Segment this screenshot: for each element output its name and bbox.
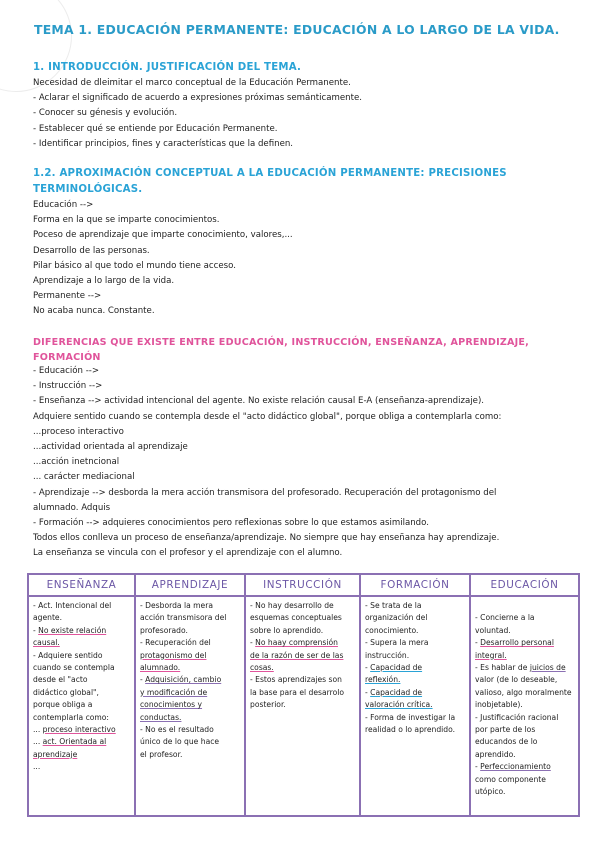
- underlined-term: No haay comprensión: [255, 638, 338, 648]
- table-cell-line: [365, 674, 466, 686]
- underlined-term: Capacidad de: [370, 663, 423, 673]
- section-1-heading: 1. INTRODUCCIÓN. JUSTIFICACIÓN DEL TEMA.: [33, 62, 302, 73]
- table-cell-line: instrucción.: [365, 650, 410, 660]
- underlined-term: cosas.: [250, 663, 274, 673]
- table-cell-line: - Adquisición, cambio: [140, 675, 222, 685]
- underlined-term: Adquisición, cambio: [145, 675, 222, 685]
- underlined-term: reflexión.: [365, 675, 401, 685]
- underlined-term: protagonismo del: [140, 650, 207, 660]
- table-cell-line: - Perfeccionamiento: [475, 762, 551, 772]
- comparison-table: [27, 573, 580, 817]
- table-header-cell: FORMACIÓN: [360, 574, 470, 596]
- table-cell: [470, 596, 579, 816]
- section-3-line: - Formación --> adquieres conocimientos pero reflexionas sobre lo que estamos asimilando.: [33, 518, 429, 529]
- table-cell-line: - Estos aprendizajes son: [250, 675, 342, 685]
- underlined-term: Desarrollo personal: [480, 638, 554, 648]
- table-cell-line: esquemas conceptuales: [250, 613, 342, 623]
- table-row: [28, 596, 579, 816]
- table-cell-line: ... act. Orientada al: [33, 737, 107, 747]
- section-2-line: Pilar básico al que todo el mundo tiene acceso.: [33, 260, 236, 271]
- table-cell-line: - Es hablar de juicios de: [475, 663, 566, 673]
- table-cell-line: [250, 650, 356, 662]
- table-cell-line: aprendido.: [475, 749, 516, 759]
- underlined-term: No existe relación: [38, 625, 107, 635]
- table-cell-line: - Capacidad de: [365, 687, 423, 697]
- section-3-line: ...actividad orientada al aprendizaje: [33, 442, 188, 453]
- underlined-term: y modificación de: [140, 687, 208, 697]
- table-cell-line: porque obliga a: [33, 700, 93, 710]
- table-cell-line: [365, 699, 466, 711]
- table-cell-line: [475, 600, 575, 612]
- table-cell-line: [33, 749, 131, 761]
- section-2-line: Educación -->: [33, 200, 94, 210]
- table-cell-line: inobjetable).: [475, 700, 523, 710]
- table-cell-line: - Capacidad de: [365, 663, 423, 673]
- underlined-term: de la razón de ser de las: [250, 650, 344, 660]
- table-cell-line: - Forma de investigar la: [365, 712, 456, 722]
- table-cell-line: valor (de lo deseable,: [475, 675, 558, 685]
- table-cell-line: ... proceso interactivo: [33, 725, 116, 735]
- section-3-line: La enseñanza se vincula con el profesor y el aprendizaje con el alumno.: [33, 548, 343, 559]
- table-cell-line: - Desborda la mera: [140, 601, 213, 610]
- section-2-line: Permanente -->: [33, 291, 102, 302]
- underlined-term: juicios de: [529, 663, 566, 673]
- table-cell-line: utópico.: [475, 787, 506, 797]
- section-3-body: [33, 364, 578, 562]
- table-header-row: [28, 574, 579, 596]
- table-cell-line: - Adquiere sentido: [33, 650, 103, 660]
- table-cell-line: único de lo que hace: [140, 737, 220, 747]
- table-cell-line: [140, 662, 241, 674]
- underlined-term: integral.: [475, 650, 507, 660]
- underlined-term: aprendizaje: [33, 749, 78, 759]
- table-header-cell: EDUCACIÓN: [470, 574, 579, 596]
- table-cell-line: - Justificación racional: [475, 712, 559, 722]
- table-cell-line: [475, 650, 575, 662]
- section-3-line: - Enseñanza --> actividad intencional del agente. No existe relación causal E-A (enseñanza-aprendizaje).: [33, 396, 485, 407]
- table-cell-line: agente.: [33, 613, 63, 623]
- table-cell: [360, 596, 470, 816]
- section-3-line: ...proceso interactivo: [33, 426, 124, 437]
- table-cell: [28, 596, 135, 816]
- section-3-line: ...acción inetncional: [33, 457, 120, 468]
- table-cell-line: [140, 650, 241, 662]
- table-cell-line: ...: [33, 762, 41, 772]
- section-3-heading: [33, 335, 529, 365]
- section-3-line: ... carácter mediacional: [33, 472, 135, 483]
- table-cell-line: como componente: [475, 774, 546, 784]
- section-1-line: - Conocer su génesis y evolución.: [33, 108, 178, 119]
- table-cell-line: contemplarla como:: [33, 712, 109, 722]
- table-cell-line: [140, 699, 241, 711]
- table-cell-line: acción transmisora del: [140, 613, 227, 623]
- page-title: TEMA 1. EDUCACIÓN PERMANENTE: EDUCACIÓN A LO LARGO DE LA VIDA.: [34, 22, 560, 37]
- underlined-term: proceso interactivo: [42, 725, 116, 735]
- table-cell-line: - Se trata de la: [365, 601, 422, 610]
- underlined-term: conductas.: [140, 712, 182, 722]
- section-1-line: Necesidad de dleimitar el marco conceptual de la Educación Permanente.: [33, 78, 351, 88]
- table-cell-line: organización del: [365, 613, 428, 623]
- table-cell: [135, 596, 245, 816]
- table-cell-line: cuando se contempla: [33, 663, 115, 673]
- section-1-line: - Aclarar el significado de acuerdo a expresiones próximas semánticamente.: [33, 93, 363, 104]
- section-2-line: Desarrollo de las personas.: [33, 245, 150, 256]
- table-cell-line: desde el "acto: [33, 675, 88, 685]
- table-header-cell: INSTRUCCIÓN: [245, 574, 360, 596]
- table-cell-line: conocimiento.: [365, 625, 419, 635]
- section-3-line: alumnado. Adquis: [33, 502, 111, 513]
- table-cell-line: voluntad.: [475, 625, 511, 635]
- table-cell-line: educandos de lo: [475, 737, 538, 747]
- table-cell-line: la base para el desarrolo: [250, 687, 344, 697]
- underlined-term: Perfeccionamiento: [480, 762, 551, 772]
- section-3-line: - Educación -->: [33, 366, 100, 376]
- table-cell-line: el profesor.: [140, 749, 183, 759]
- table-cell-line: valioso, algo moralmente: [475, 687, 572, 697]
- section-2-heading-line: 1.2. APROXIMACIÓN CONCEPTUAL A LA EDUCACIÓN PERMANENTE: PRECISIONES: [33, 168, 507, 179]
- section-2-line: No acaba nunca. Constante.: [33, 306, 155, 317]
- table-cell-line: sobre lo aprendido.: [250, 625, 324, 635]
- section-3-line: Todos ellos conlleva un proceso de enseñanza/aprendizaje. No siempre que hay enseñanza hay aprendizaje.: [33, 533, 500, 544]
- underlined-term: Capacidad de: [370, 687, 423, 697]
- underlined-term: alumnado.: [140, 663, 181, 673]
- table-cell-line: por parte de los: [475, 725, 536, 735]
- table-cell-line: [140, 687, 241, 699]
- section-1-line: - Establecer qué se entiende por Educación Permanente.: [33, 123, 278, 134]
- section-3-line: - Aprendizaje --> desborda la mera acción transmisora del profesorado. Recuperación del protagonismo del: [33, 487, 497, 498]
- table-cell-line: - Recuperación del: [140, 638, 211, 648]
- section-3-line: Adquiere sentido cuando se contempla desde el "acto didáctico global", porque obliga a contemplarla como:: [33, 411, 502, 422]
- table-cell-line: [140, 712, 241, 724]
- table-cell-line: - Supera la mera: [365, 638, 429, 648]
- table-cell-line: [250, 662, 356, 674]
- underlined-term: valoración crítica.: [365, 700, 433, 710]
- section-2-line: Aprendizaje a lo largo de la vida.: [33, 276, 175, 287]
- section-2-body: [33, 198, 578, 320]
- table-cell-line: - Desarrollo personal: [475, 638, 554, 648]
- section-3-heading-line: FORMACIÓN: [33, 352, 101, 363]
- section-2-heading-line: TERMINOLÓGICAS.: [33, 184, 143, 195]
- section-2-line: Poceso de aprendizaje que imparte conocimiento, valores,...: [33, 230, 293, 241]
- table-cell-line: - No es el resultado: [140, 725, 214, 735]
- table-cell-line: - No haay comprensión: [250, 638, 338, 648]
- section-3-line: - Instrucción -->: [33, 381, 103, 392]
- table-cell-line: - Act. Intencional del: [33, 601, 112, 610]
- table-cell-line: didáctico global",: [33, 687, 99, 697]
- table-cell-line: posterior.: [250, 700, 286, 710]
- table-header-cell: APRENDIZAJE: [135, 574, 245, 596]
- section-2-line: Forma en la que se imparte conocimientos.: [33, 215, 220, 226]
- table-cell-line: - No existe relación: [33, 625, 107, 635]
- table-cell: [245, 596, 360, 816]
- underlined-term: causal.: [33, 638, 60, 648]
- table-cell-line: profesorado.: [140, 625, 188, 635]
- table-cell-line: [33, 637, 131, 649]
- section-2-heading: [33, 166, 507, 198]
- section-1-line: - Identificar principios, fines y características que la definen.: [33, 138, 294, 149]
- table-cell-line: - Concierne a la: [475, 613, 535, 623]
- underlined-term: act. Orientada al: [42, 737, 107, 747]
- section-3-heading-line: DIFERENCIAS QUE EXISTE ENTRE EDUCACIÓN, INSTRUCCIÓN, ENSEÑANZA, APRENDIZAJE,: [33, 337, 529, 348]
- underlined-term: conocimientos y: [140, 700, 203, 710]
- table-cell-line: - No hay desarrollo de: [250, 601, 334, 610]
- section-1-body: [33, 76, 578, 152]
- table-header-cell: ENSEÑANZA: [28, 574, 135, 596]
- table-cell-line: realidad o lo aprendido.: [365, 725, 456, 735]
